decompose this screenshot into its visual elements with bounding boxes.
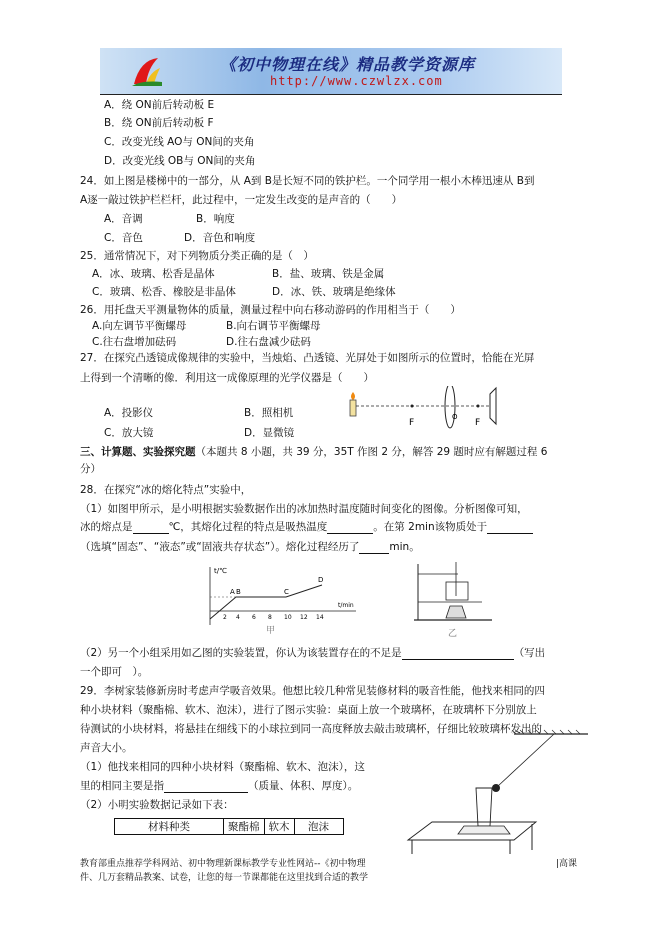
q24-option-c: C．音色: [104, 232, 143, 244]
q28-p1-text1: 冰的熔点是: [80, 521, 133, 533]
footer-line2: 件、几万套精品教案、试卷，让您的每一节课都能在这里找到合适的教学: [80, 873, 369, 883]
footer-line1: 教育部重点推荐学科网站、初中物理新课标教学专业性网站--《初中物理: [80, 859, 366, 869]
q29-line1: 29．李树家装修新房时考虑声学吸音效果。他想比较几种常见装修材料的吸音性能，他找来相同的四: [80, 685, 545, 697]
q28-p1-line3: [80, 541, 420, 554]
light-screen: [490, 388, 496, 424]
q28-p2-text2: （写出: [513, 647, 546, 659]
q28-p2-text1: （2）另一个小组采用如乙图的实验装置，你认为该装置存在的不足是: [80, 647, 402, 659]
q25-option-b: B．盐、玻璃、铁是金属: [272, 268, 385, 280]
q24-option-d: D．音色和响度: [184, 232, 256, 244]
q28-p1-line1: （1）如图甲所示，是小明根据实验数据作出的冰加热时温度随时间变化的图像。分析图像可知，: [80, 503, 528, 515]
pendulum-ball: [492, 784, 500, 792]
q28-p2-line1: [80, 647, 545, 660]
graph-xtick: 10: [284, 614, 292, 621]
q29-line3: 待测试的小块材料，将悬挂在细线下的小球拉到同一高度释放去敲击玻璃杯，仔细比较玻璃杯发出的: [80, 723, 542, 735]
footer-line1-right: |高课: [556, 859, 578, 869]
graph-xtick: 14: [316, 614, 324, 621]
table-header-cell: 聚酯棉: [224, 819, 265, 835]
q27-option-d: D．显微镜: [244, 427, 295, 439]
q27-option-a: A．投影仪: [104, 407, 154, 419]
material-data-table: [114, 818, 344, 835]
q29-p2: （2）小明实验数据记录如下表：: [80, 799, 234, 811]
graph-xtick: 12: [300, 614, 308, 621]
q27-line2: 上得到一个清晰的像．利用这一成像原理的光学仪器是（ ）: [80, 372, 374, 384]
label-f-right: F: [475, 418, 481, 428]
graph-point-label: A: [230, 588, 235, 596]
optics-bench-diagram: [340, 386, 510, 440]
header-banner: [100, 48, 562, 95]
section3-heading: [80, 446, 547, 459]
q27-option-b: B．照相机: [244, 407, 294, 419]
duration-blank[interactable]: [359, 542, 389, 554]
graph-point-label: C: [284, 588, 289, 596]
graph-xtick: 4: [236, 614, 240, 621]
q25-option-d: D．冰、铁、玻璃是绝缘体: [272, 286, 396, 298]
q24-line2: A逐一敲过铁护栏栏杆，此过程中，一定发生改变的是声音的（ ）: [80, 194, 403, 206]
figure-jia-label: 甲: [266, 626, 276, 635]
convex-lens: [445, 386, 455, 428]
figure-yi-label: 乙: [448, 629, 458, 639]
q29-p1-text1: 里的相同主要是指: [80, 780, 164, 792]
q28-p1-text4: （选填“固态”、“液态”或“固液共存状态”）。熔化过程经历了: [80, 541, 360, 553]
glass-cup: [476, 788, 492, 826]
q23-option-b: B．绕 ON前后转动板 F: [104, 117, 214, 129]
q26-stem: 26．用托盘天平测量物体的质量，测量过程中向右移动游码的作用相当于（ ）: [80, 304, 461, 316]
q29-line2: 种小块材料（聚酯棉、软木、泡沫），进行了图示实验：桌面上放一个玻璃杯，在玻璃杯下分别放上: [80, 704, 537, 716]
pendulum-string: [498, 734, 554, 786]
q28-stem: 28．在探究“冰的熔化特点”实验中，: [80, 484, 252, 496]
q24-line1: 24．如上图是楼梯中的一部分，从 A到 B是长短不同的铁护栏。一个同学用一根小木棒迅速从 B到: [80, 175, 535, 187]
graph-x-label: t/min: [338, 602, 354, 609]
q26-option-c: C.往右盘增加砝码: [92, 336, 177, 348]
q28-p1-text5: min。: [389, 541, 420, 553]
q24-option-a: A．音调: [104, 213, 143, 225]
table-header-cell: 软木: [264, 819, 294, 835]
material-sample: [458, 826, 510, 834]
deficiency-blank[interactable]: [402, 648, 514, 660]
label-f-left: F: [409, 418, 415, 428]
q26-option-b: B.向右调节平衡螺母: [226, 320, 321, 332]
q23-option-a: A．绕 ON前后转动板 E: [104, 99, 215, 111]
q28-p1-line2: [80, 521, 533, 534]
sound-absorption-diagram: [392, 726, 596, 854]
section3-title: 三、计算题、实验探究题: [80, 446, 196, 458]
state-blank[interactable]: [487, 522, 533, 534]
test-tube-beaker: [446, 582, 468, 600]
table-header-cell: 泡沫: [294, 819, 343, 835]
candle-flame-icon: [351, 392, 355, 400]
candle: [350, 400, 356, 416]
q28-p1-text3: 。在第 2min该物质处于: [373, 521, 488, 533]
q29-line4: 声音大小。: [80, 742, 133, 754]
q24-option-b: B．响度: [196, 213, 235, 225]
section3-desc2: 分）: [80, 463, 101, 475]
graph-xtick: 8: [268, 614, 272, 621]
q23-option-d: D．改变光线 OB与 ON间的夹角: [104, 155, 256, 167]
site-logo-icon: [130, 54, 164, 88]
q23-option-c: C．改变光线 AO与 ON间的夹角: [104, 136, 255, 148]
banner-url[interactable]: http://www.czwlzx.com: [270, 74, 443, 88]
q29-p1-text2: （质量、体积、厚度）。: [248, 780, 359, 792]
table-header-cell: 材料种类: [115, 819, 224, 835]
melting-graph: [196, 563, 368, 635]
q28-p1-text2: ℃，其熔化过程的特点是吸热温度: [168, 521, 328, 533]
q25-stem: 25．通常情况下，对下列物质分类正确的是（ ）: [80, 250, 314, 262]
same-property-blank[interactable]: [164, 781, 248, 793]
q25-option-a: A．冰、玻璃、松香是晶体: [92, 268, 215, 280]
focus-point-right: [477, 405, 480, 408]
heating-apparatus-diagram: [412, 560, 496, 640]
q28-p2-line2: 一个即可 ）。: [80, 666, 149, 678]
q27-option-c: C．放大镜: [104, 427, 154, 439]
graph-y-label: t/℃: [214, 567, 227, 575]
q29-p1-line2: [80, 780, 358, 793]
graph-point-label: B: [236, 588, 241, 596]
melting-point-blank[interactable]: [133, 522, 169, 534]
banner-title: 《初中物理在线》精品教学资源库: [220, 55, 476, 74]
q25-option-c: C．玻璃、松香、橡胶是非晶体: [92, 286, 236, 298]
alcohol-lamp: [446, 606, 466, 618]
q29-p1-line1: （1）他找来相同的四种小块材料（聚酯棉、软木、泡沫），这: [80, 761, 365, 773]
q26-option-a: A.向左调节平衡螺母: [92, 320, 187, 332]
q26-option-d: D.往右盘减少砝码: [226, 336, 311, 348]
graph-xtick: 2: [223, 614, 227, 621]
graph-point-label: D: [318, 576, 324, 584]
focus-point-left: [411, 405, 414, 408]
table-row: [115, 819, 344, 835]
label-o: O: [452, 413, 458, 421]
q27-line1: 27．在探究凸透镜成像规律的实验中，当烛焰、凸透镜、光屏处于如图所示的位置时，恰能在光屏: [80, 352, 535, 364]
graph-xtick: 6: [252, 614, 256, 621]
temperature-feature-blank[interactable]: [327, 522, 373, 534]
section3-desc: （本题共 8 小题，共 39 分，35T 作图 2 分，解答 29 题时应有解题过程 6: [195, 446, 548, 458]
